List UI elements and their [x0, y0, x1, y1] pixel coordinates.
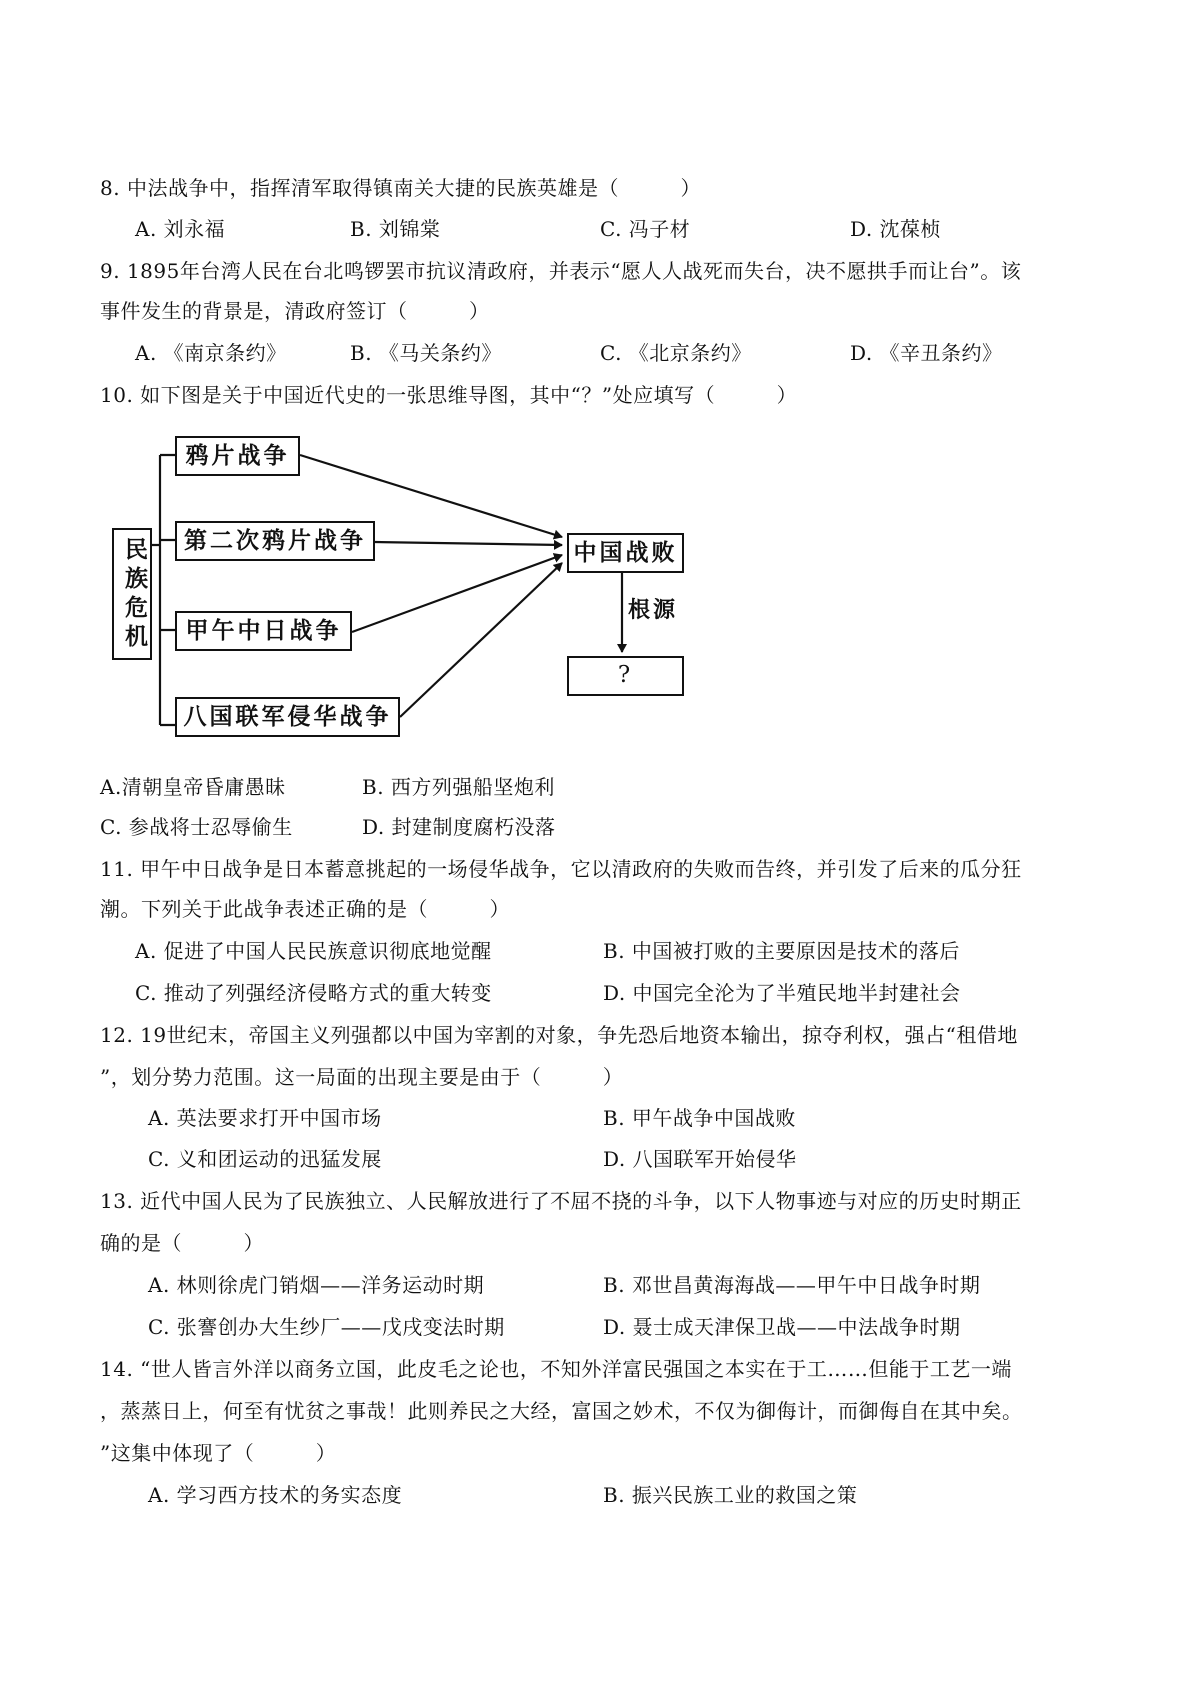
q9-stem-line1: 9. 1895年台湾人民在台北鸣锣罢市抗议清政府，并表示“愿人人战死而失台，决不愿拱手而让台”。该 — [100, 259, 1022, 283]
war-box-opium-war: 鸦片战争 — [175, 436, 300, 476]
q8-option-a: A. 刘永福 — [135, 217, 226, 241]
q13-stem-line2: 确的是（ ） — [100, 1231, 264, 1255]
national-crisis-box: 民族危机 — [112, 528, 152, 660]
q14-stem-line2: ，蒸蒸日上，何至有忧贫之事哉！此则养民之大经，富国之妙术，不仅为御侮计，而御侮自在其中矣。 — [100, 1399, 1023, 1423]
war-box-sino-japanese-war: 甲午中日战争 — [175, 611, 352, 651]
q8-option-b: B. 刘锦棠 — [350, 217, 441, 241]
q9-stem-line2: 事件发生的背景是，清政府签订（ ） — [100, 299, 490, 323]
q11-stem-line2: 潮。下列关于此战争表述正确的是（ ） — [100, 897, 510, 921]
q11-option-a: A. 促进了中国人民民族意识彻底地觉醒 — [135, 939, 492, 963]
q9-option-b: B. 《马关条约》 — [350, 341, 502, 365]
q10-option-d: D. 封建制度腐朽没落 — [362, 815, 556, 839]
war-box-eight-nation-alliance: 八国联军侵华战争 — [175, 697, 400, 737]
q12-option-d: D. 八国联军开始侵华 — [603, 1147, 797, 1171]
q11-option-b: B. 中国被打败的主要原因是技术的落后 — [603, 939, 960, 963]
q10-stem: 10. 如下图是关于中国近代史的一张思维导图，其中“？”处应填写（ ） — [100, 383, 798, 407]
q12-option-a: A. 英法要求打开中国市场 — [148, 1106, 382, 1130]
q12-option-b: B. 甲午战争中国战败 — [603, 1106, 796, 1130]
q13-option-c: C. 张謇创办大生纱厂——戊戌变法时期 — [148, 1315, 505, 1339]
q8-option-c: C. 冯子材 — [600, 217, 691, 241]
q14-stem-line3: ”这集中体现了（ ） — [100, 1441, 337, 1465]
q9-option-d: D. 《辛丑条约》 — [850, 341, 1003, 365]
q10-option-b: B. 西方列强船坚炮利 — [362, 775, 555, 799]
q9-option-a: A. 《南京条约》 — [135, 341, 287, 365]
q12-option-c: C. 义和团运动的迅猛发展 — [148, 1147, 382, 1171]
q14-stem-line1: 14. “世人皆言外洋以商务立国，此皮毛之论也，不知外洋富民强国之本实在于工……但能于工艺一端 — [100, 1357, 1012, 1381]
china-defeated-box: 中国战败 — [567, 533, 684, 573]
q8-stem: 8. 中法战争中，指挥清军取得镇南关大捷的民族英雄是（ ） — [100, 176, 701, 200]
q13-option-a: A. 林则徐虎门销烟——洋务运动时期 — [148, 1273, 485, 1297]
q13-stem-line1: 13. 近代中国人民为了民族独立、人民解放进行了不屈不挠的斗争，以下人物事迹与对应的历史时期正 — [100, 1189, 1022, 1213]
q14-option-a: A. 学习西方技术的务实态度 — [148, 1483, 403, 1507]
unknown-answer-box: ? — [567, 656, 684, 696]
q14-option-b: B. 振兴民族工业的救国之策 — [603, 1483, 858, 1507]
root-cause-label: 根源 — [628, 597, 679, 623]
q13-option-b: B. 邓世昌黄海海战——甲午中日战争时期 — [603, 1273, 981, 1297]
q12-stem-line1: 12. 19世纪末，帝国主义列强都以中国为宰割的对象，争先恐后地资本输出，掠夺利权，强占“租借地 — [100, 1023, 1018, 1047]
q9-option-c: C. 《北京条约》 — [600, 341, 752, 365]
q11-option-d: D. 中国完全沦为了半殖民地半封建社会 — [603, 981, 961, 1005]
mind-map-diagram — [100, 425, 700, 755]
q12-stem-line2: ”，划分势力范围。这一局面的出现主要是由于（ ） — [100, 1065, 624, 1089]
q11-option-c: C. 推动了列强经济侵略方式的重大转变 — [135, 981, 492, 1005]
q10-option-a: A.清朝皇帝昏庸愚昧 — [100, 775, 286, 799]
q8-option-d: D. 沈葆桢 — [850, 217, 942, 241]
war-box-second-opium-war: 第二次鸦片战争 — [175, 521, 375, 561]
q11-stem-line1: 11. 甲午中日战争是日本蓄意挑起的一场侵华战争，它以清政府的失败而告终，并引发了后来的瓜分狂 — [100, 857, 1022, 881]
q10-option-c: C. 参战将士忍辱偷生 — [100, 815, 293, 839]
q13-option-d: D. 聂士成天津保卫战——中法战争时期 — [603, 1315, 961, 1339]
